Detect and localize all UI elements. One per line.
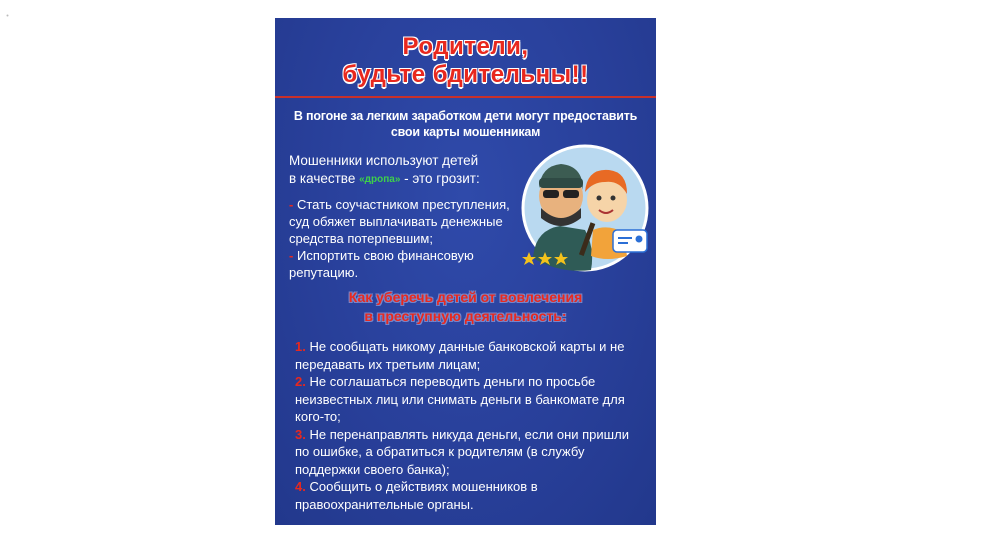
risk-item — [289, 247, 539, 281]
protection-steps — [295, 338, 645, 513]
how-line1: Как уберечь детей от вовлечения — [348, 289, 583, 305]
risk-marker: - — [289, 248, 294, 263]
risk-item — [289, 196, 539, 247]
scan-speck — [6, 4, 9, 7]
how-to-protect-heading — [275, 288, 656, 326]
risk-marker: - — [289, 197, 294, 212]
poster-subtitle — [285, 108, 646, 140]
intro-line2 — [289, 170, 529, 189]
intro-post: - это грозит: — [400, 171, 480, 186]
step-item — [295, 373, 645, 426]
risk-line: репутацию. — [289, 265, 359, 280]
id-card-icon — [613, 230, 647, 252]
step-number: 3. — [295, 426, 306, 442]
step-text: Сообщить о действиях мошенников в правоохранительные органы. — [295, 479, 538, 512]
step-number: 4. — [295, 479, 306, 494]
subtitle-line2: свои карты мошенникам — [390, 125, 541, 139]
risk-line: Испортить свою финансовую — [296, 248, 474, 263]
step-text: Не перенаправлять никуда деньги, если они пришли по ошибке, а обратиться к родителям (в службу поддержки своего банка); — [295, 426, 629, 477]
intro-text — [289, 152, 529, 189]
intro-line1: Мошенники используют детей — [289, 153, 479, 168]
step-number: 2. — [295, 374, 306, 389]
step-item — [295, 426, 645, 479]
risk-line: суд обяжет выплачивать денежные — [289, 214, 503, 229]
poster — [275, 18, 656, 525]
fraudster-and-teen-icon — [515, 138, 655, 278]
step-item — [295, 338, 645, 373]
risk-line: средства потерпевшим; — [289, 231, 433, 246]
step-number: 1. — [295, 339, 306, 354]
dropa-term: «дропа» — [359, 174, 401, 185]
subtitle-line1: В погоне за легким заработком дети могут предоставить — [293, 109, 638, 123]
poster-title-line1: Родители, — [402, 33, 529, 60]
risk-line: Стать соучастником преступления, — [296, 197, 510, 212]
risk-list — [289, 196, 539, 281]
intro-pre: в качестве — [289, 171, 360, 186]
step-item — [295, 478, 645, 513]
step-text: Не соглашаться переводить деньги по просьбе неизвестных лиц или снимать деньги в банкомате для кого-то; — [295, 374, 625, 424]
how-line2: в преступную деятельность: — [364, 308, 567, 324]
poster-title-line2: будьте бдительны!! — [342, 61, 589, 88]
title-divider — [275, 96, 656, 98]
step-text: Не сообщать никому данные банковской карты и не передавать их третьим лицам; — [295, 339, 625, 372]
